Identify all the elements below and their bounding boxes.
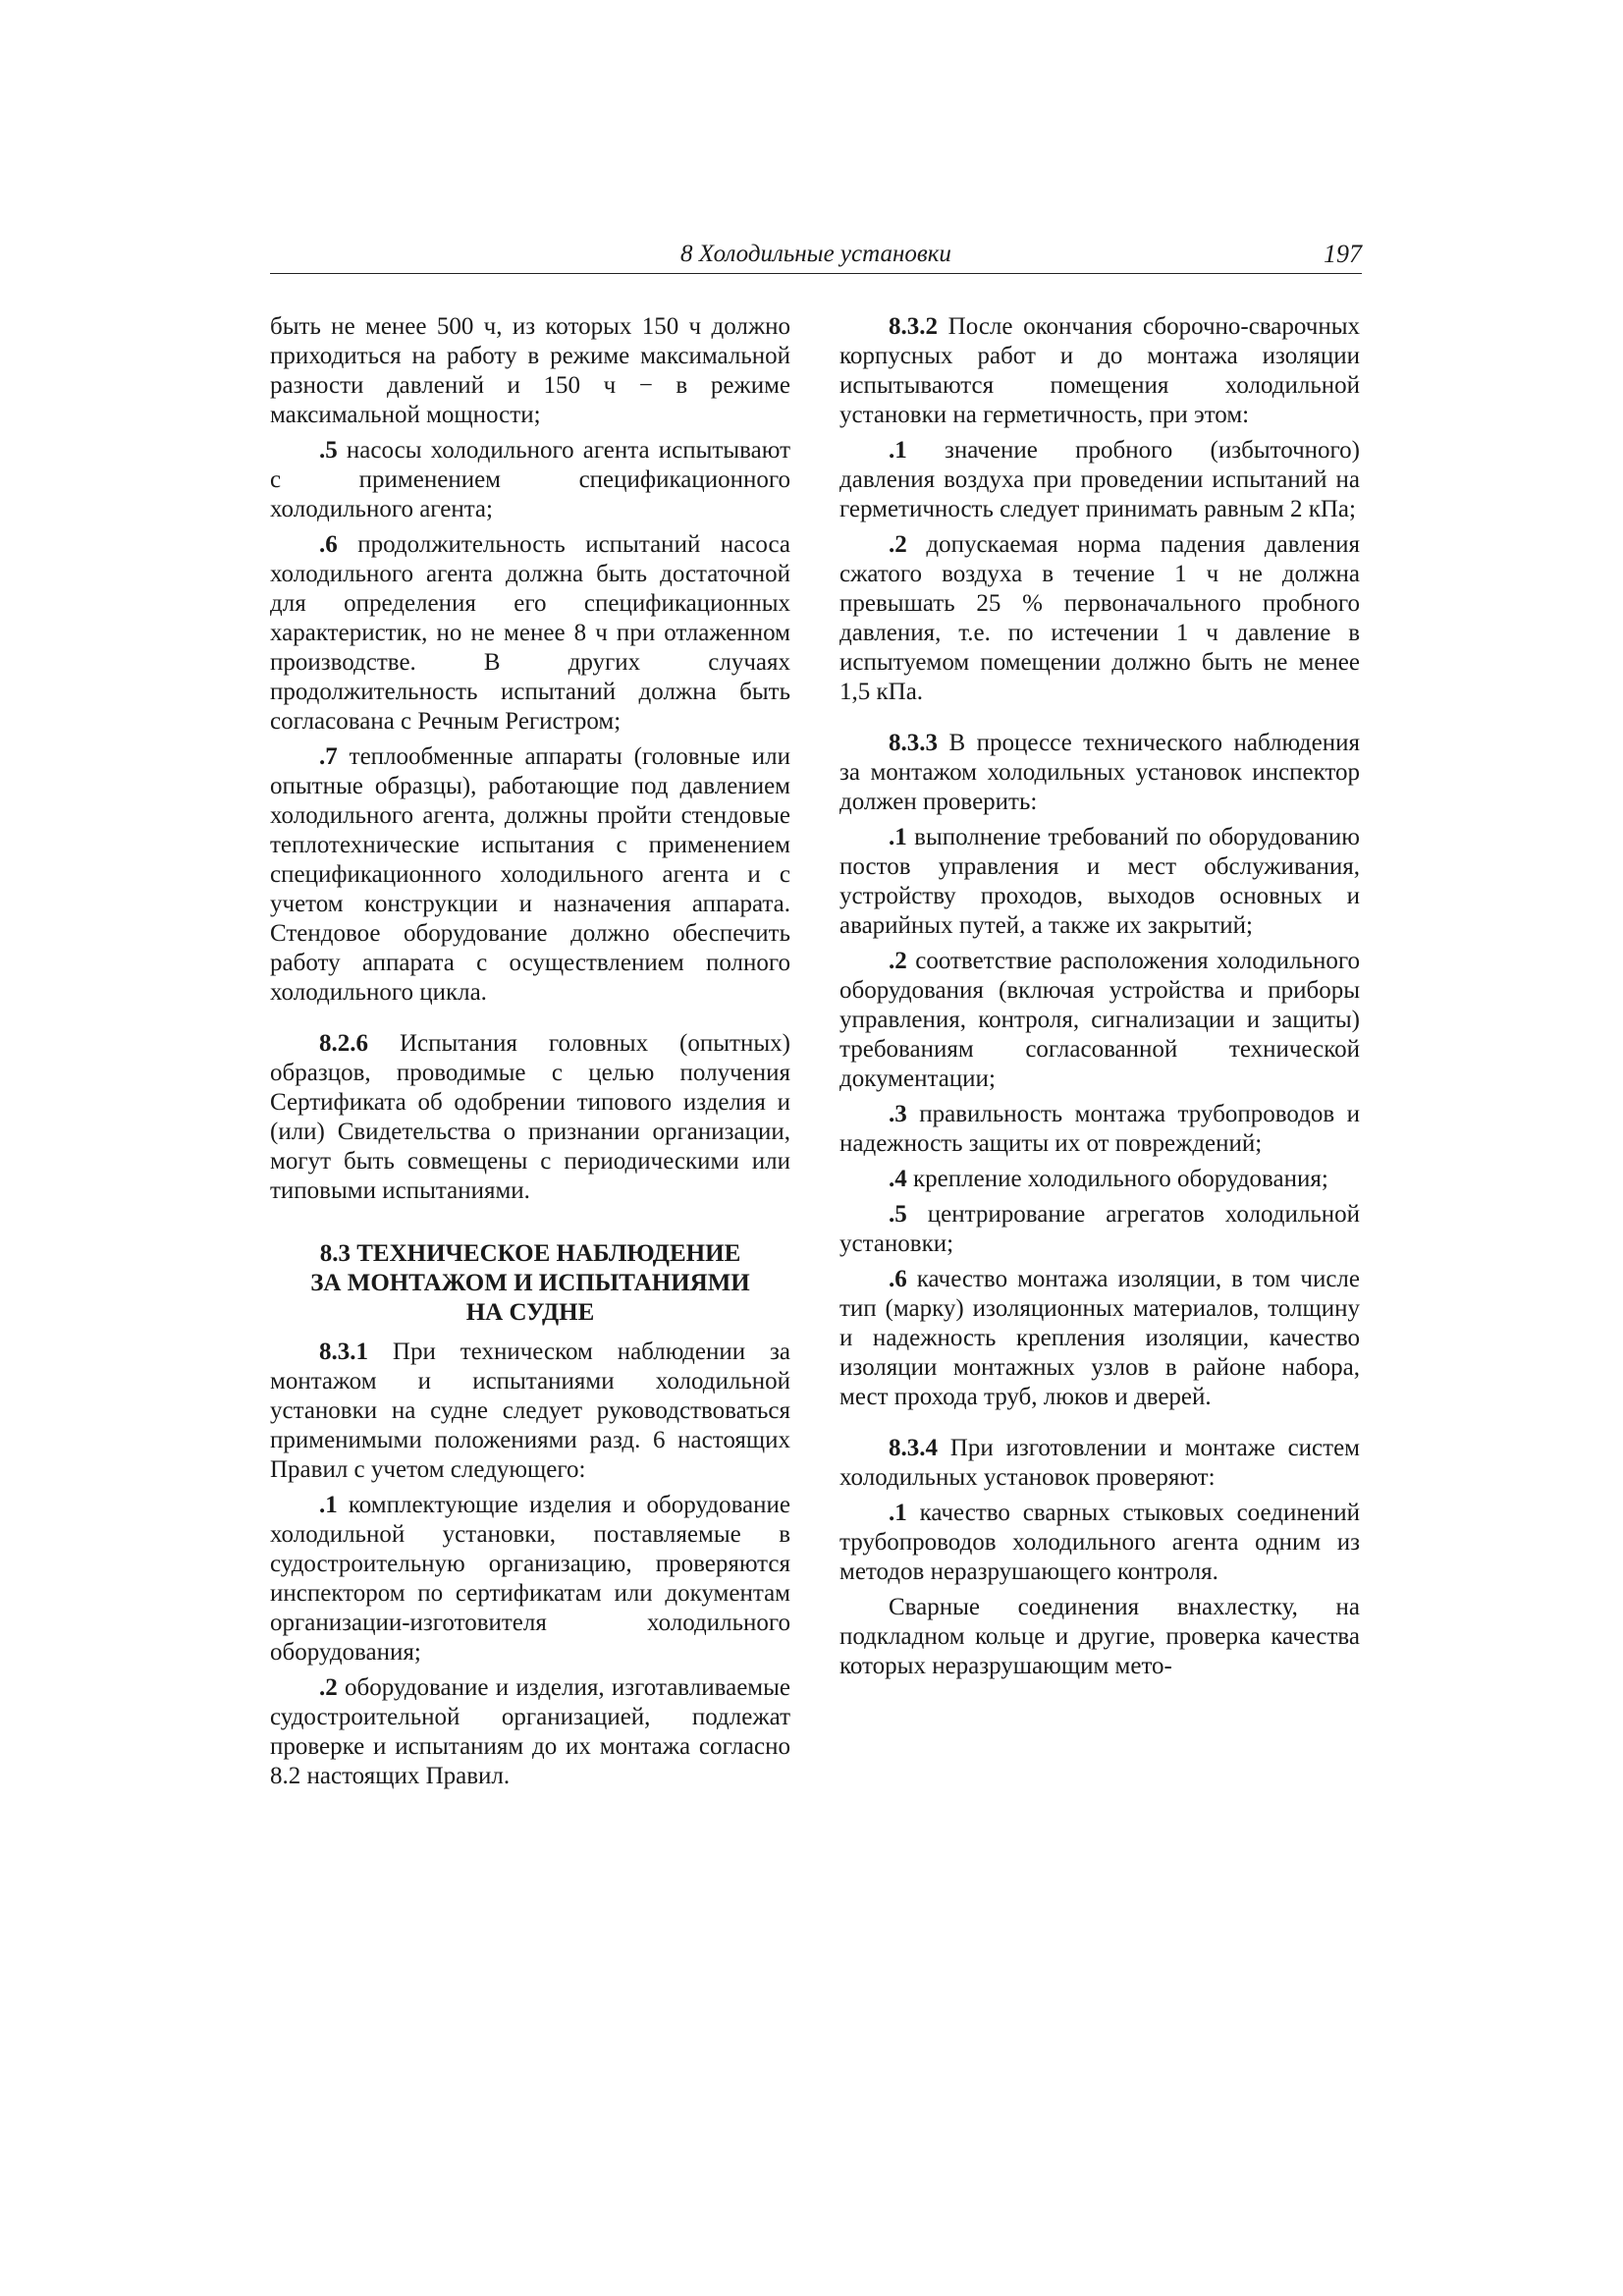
paragraph: быть не менее 500 ч, из которых 150 ч должно приходиться на работу в режиме максимальной разности давлений и 150 ч − в режиме максимальной мощности; xyxy=(270,313,790,428)
item-number: .1 xyxy=(889,437,907,464)
section-number: 8.3.1 xyxy=(319,1339,368,1365)
paragraph: .5 центрирование агрегатов холодильной установки; xyxy=(839,1201,1360,1257)
item-number: .2 xyxy=(319,1674,338,1701)
item-number: .1 xyxy=(889,1500,907,1526)
paragraph: .4 крепление холодильного оборудования; xyxy=(889,1166,1328,1192)
paragraph: 8.3.2 После окончания сборочно-сварочных корпусных работ и до монтажа изоляции испытываются помещения холодильной установки на герметичность, при этом: xyxy=(839,313,1360,428)
paragraph: .1 качество сварных стыковых соединений трубопроводов холодильного агента одним из методов неразрушающего контроля. xyxy=(839,1500,1360,1585)
section-number: 8.3.4 xyxy=(889,1435,938,1461)
paragraph: .1 выполнение требований по оборудованию постов управления и мест обслуживания, устройству проходов, выходов основных и аварийных путей, а также их закрытий; xyxy=(839,824,1360,939)
chapter-title: 8 Холодильные установки xyxy=(680,241,951,267)
item-number: .7 xyxy=(319,743,338,770)
paragraph: .1 значение пробного (избыточного) давления воздуха при проведении испытаний на герметичность следует принимать равным 2 кПа; xyxy=(839,437,1360,522)
paragraph: Сварные соединения внахлестку, на подкладном кольце и другие, проверка качества которых неразрушающим мето- xyxy=(839,1594,1360,1679)
right-column xyxy=(839,312,1360,1687)
paragraph: .6 качество монтажа изоляции, в том числе тип (марку) изоляционных материалов, толщину и надежность крепления изоляции, качество изоляции монтажных узлов в районе набора, мест прохода труб, люков и дверей. xyxy=(839,1266,1360,1410)
paragraph: 8.2.6 Испытания головных (опытных) образцов, проводимые с целью получения Сертификата об одобрении типового изделия и (или) Свидетельства о признании организации, могут быть совмещены с периодическими или типовыми испытаниями. xyxy=(270,1030,790,1204)
paragraph: .1 комплектующие изделия и оборудование холодильной установки, поставляемые в судостроительную организацию, проверяются инспектором по сертификатам или документам организации-изготовителя холодильного оборудования; xyxy=(270,1492,790,1666)
section-number: 8.3.2 xyxy=(889,313,938,340)
item-number: .6 xyxy=(889,1266,907,1292)
item-number: .4 xyxy=(889,1166,907,1192)
section-number: 8.2.6 xyxy=(319,1030,368,1057)
item-number: .1 xyxy=(889,824,907,850)
paragraph: .5 насосы холодильного агента испытывают с применением спецификационного холодильного агента; xyxy=(270,437,790,522)
paragraph: .6 продолжительность испытаний насоса холодильного агента должна быть достаточной для определения его спецификационных характеристик, но не менее 8 ч при отлаженном производстве. В других случаях продолжительность испытаний должна быть согласована с Речным Регистром; xyxy=(270,531,790,735)
item-number: .3 xyxy=(889,1101,907,1127)
item-number: .2 xyxy=(889,531,907,558)
item-number: .1 xyxy=(319,1492,338,1518)
item-number: .2 xyxy=(889,948,907,974)
section-heading: 8.3 ТЕХНИЧЕСКОЕ НАБЛЮДЕНИЕ ЗА МОНТАЖОМ И ИСПЫТАНИЯМИ НА СУДНЕ xyxy=(310,1240,750,1326)
paragraph: .3 правильность монтажа трубопроводов и надежность защиты их от повреждений; xyxy=(839,1101,1360,1157)
page-number: 197 xyxy=(1324,240,1362,268)
section-number: 8.3.3 xyxy=(889,730,938,756)
paragraph: .7 теплообменные аппараты (головные или опытные образцы), работающие под давлением холодильного агента, должны пройти стендовые теплотехнические испытания с применением спецификационного холодильного агента и с учетом конструкции и назначения аппарата. Стендовое оборудование должно обеспечить работу аппарата с осуществлением полного холодильного цикла. xyxy=(270,743,790,1006)
left-column xyxy=(270,312,790,1797)
item-number: .5 xyxy=(889,1201,907,1228)
paragraph: .2 оборудование и изделия, изготавливаемые судостроительной организацией, подлежат проверке и испытаниям до их монтажа согласно 8.2 настоящих Правил. xyxy=(270,1674,790,1789)
item-number: .6 xyxy=(319,531,338,558)
item-number: .5 xyxy=(319,437,338,464)
paragraph: .2 допускаемая норма падения давления сжатого воздуха в течение 1 ч не должна превышать 25 % первоначального пробного давления, т.е. по истечении 1 ч давление в испытуемом помещении должно быть не менее 1,5 кПа. xyxy=(839,531,1360,705)
paragraph: 8.3.1 При техническом наблюдении за монтажом и испытаниями холодильной установки на судне следует руководствоваться применимыми положениями разд. 6 настоящих Правил с учетом следующего: xyxy=(270,1339,790,1483)
paragraph: .2 соответствие расположения холодильного оборудования (включая устройства и приборы управления, контроля, сигнализации и защиты) требованиям согласованной технической документации; xyxy=(839,948,1360,1092)
running-header xyxy=(270,240,1362,274)
paragraph: 8.3.3 В процессе технического наблюдения за монтажом холодильных установок инспектор должен проверить: xyxy=(839,730,1360,815)
paragraph: 8.3.4 При изготовлении и монтаже систем холодильных установок проверяют: xyxy=(839,1435,1360,1491)
